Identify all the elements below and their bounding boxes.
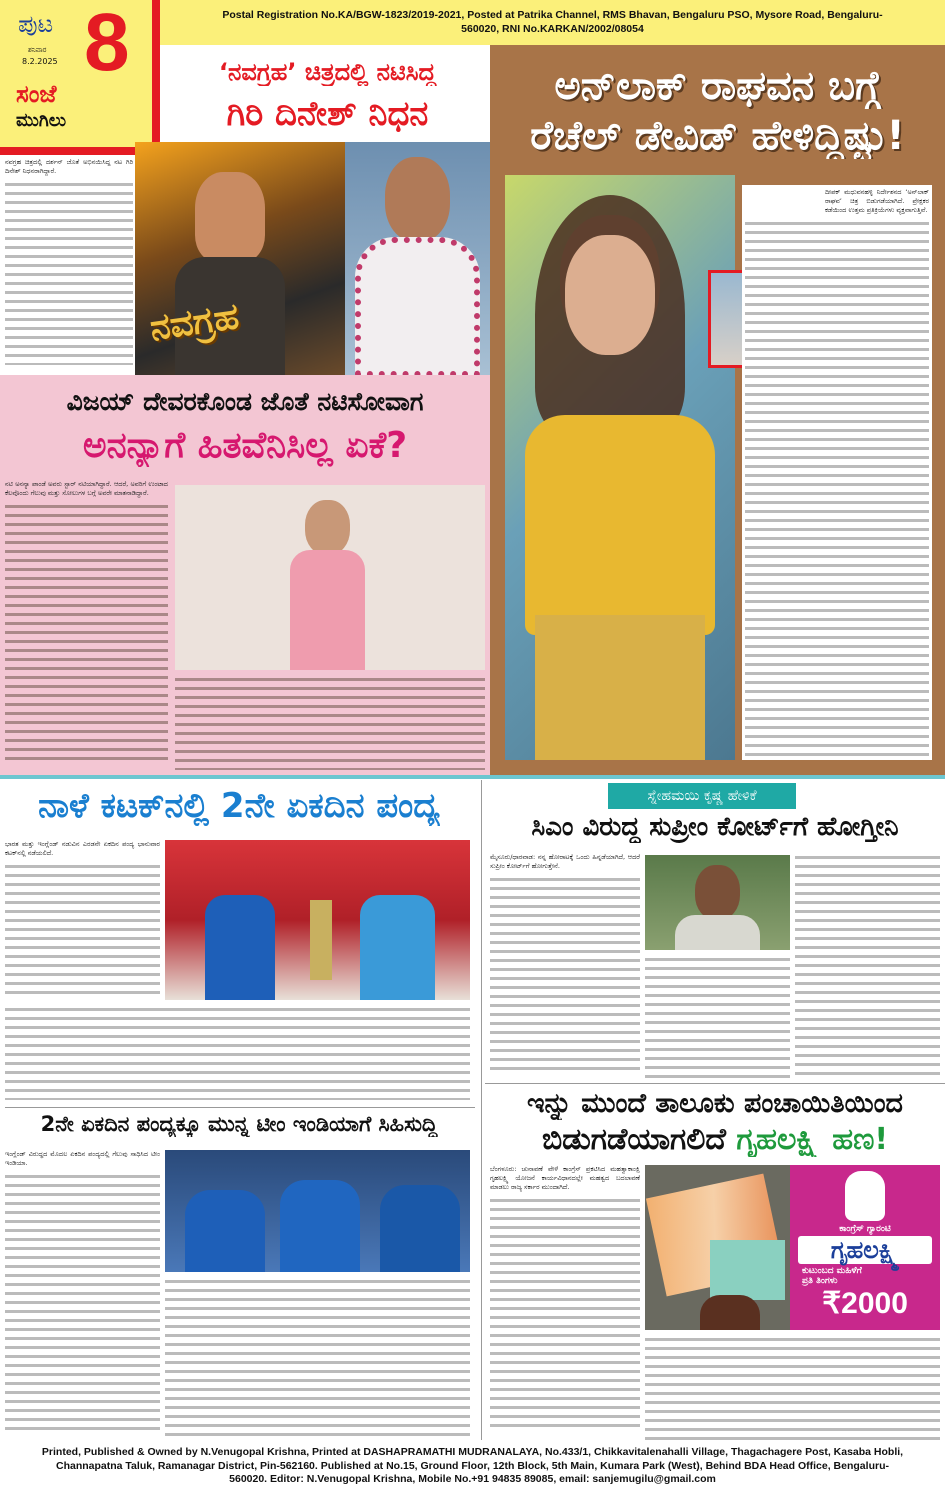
- snehamayi-columns-right: [795, 853, 940, 1078]
- ananya-headline-2: ಅನನ್ಯಾಗೆ ಹಿತವೆನಿಸಿಲ್ಲ ಏಕೆ?: [82, 425, 408, 466]
- snehamayi-krishna-photo: [645, 855, 790, 950]
- date: 8.2.2025: [22, 57, 58, 66]
- grihalakshmi-columns: [645, 1335, 940, 1440]
- ananya-photo: [175, 485, 485, 670]
- page-label: ಪುಟ: [18, 10, 54, 38]
- column-divider: [481, 780, 482, 1440]
- team-india-photo: [165, 1150, 470, 1272]
- postal-registration: Postal Registration No.KA/BGW-1823/2019-2021, Posted at Patrika Channel, RMS Bhavan, Bengaluru PSO, Mysore Road, Bengaluru- 560020, RNI No.KARKAN/2002/08054: [222, 9, 883, 35]
- snehamayi-columns: [645, 955, 790, 1078]
- giri-lead: ನವಗ್ರಹ ಚಿತ್ರದಲ್ಲಿ ದರ್ಶನ್ ಜೊತೆ ಅಭಿನಯಿಸಿದ್ದ ನಟ ಗಿರಿ ದಿನೇಶ್ ನಿಧನರಾಗಿದ್ದಾರೆ.: [5, 158, 133, 175]
- cricket2-lead: ಇಂಗ್ಲೆಂಡ್ ವಿರುದ್ಧದ ಮೊದಲ ಏಕದಿನ ಪಂದ್ಯದಲ್ಲಿ ಗೆಲುವು ಸಾಧಿಸಿದ ಟೀಂ ಇಂಡಿಯಾ.: [5, 1150, 160, 1167]
- snehamayi-text: [490, 853, 640, 1078]
- page-number: 8: [84, 0, 130, 88]
- footer-text: Printed, Published & Owned by N.Venugopal Krishna, Printed at DASHAPRAMATHI MUDRANALAYA, No.433/1, Chikkavitalenahalli Village, Thagachagere Post, Kasaba Hobli, Channapatna Taluk, Ramanagar District, Pin-562160. Published at No.15, Ground Floor, 12th Block, 5th Main, Kumara Park (West), Behind BDA Head Office, Bengaluru-560020. Editor: N.Venugopal Krishna, Mobile No.+91 94835 89085, email: sanjemugilu@gmail.com: [41, 1446, 904, 1485]
- paper-name-1: ಸಂಜೆ: [16, 80, 57, 108]
- giri-headline-1: ‘ನವಗ್ರಹ’ ಚಿತ್ರದಲ್ಲಿ ನಟಿಸಿದ್ದ: [218, 58, 437, 86]
- poster-title: ನವಗ್ರಹ: [147, 296, 242, 350]
- giri-text: [5, 158, 133, 373]
- grihalakshmi-headline-1: ಇನ್ನು ಮುಂದೆ ತಾಲೂಕು ಪಂಚಾಯಿತಿಯಿಂದ: [527, 1088, 903, 1119]
- postal-strip: [160, 0, 945, 45]
- ad-line-1: ಕುಟುಂಬದ ಮಹಿಳೆಗೆ: [802, 1266, 862, 1276]
- cricket2-columns: [165, 1277, 470, 1437]
- ananya-headline-1: ವಿಜಯ್ ದೇವರಕೊಂಡ ಜೊತೆ ನಟಿಸೋವಾಗ: [66, 387, 424, 416]
- ad-title: ಗೃಹಲಕ್ಷ್ಮಿ: [798, 1236, 932, 1264]
- grihalakshmi-text: [490, 1165, 640, 1440]
- rachel-text: [742, 185, 932, 760]
- cricket1-headline: ನಾಳೆ ಕಟಕ್‌ನಲ್ಲಿ 2ನೇ ಏಕದಿನ ಪಂದ್ಯ: [38, 786, 440, 826]
- ad-tag: ಕಾಂಗ್ರೆಸ್ ಗ್ಯಾರಂಟಿ: [839, 1224, 891, 1234]
- snehamayi-lead: ಮೈಸೂರು/ಧಾರವಾಡ: ನನ್ನ ಹೋರಾಟಕ್ಕೆ ಒಂದು ಹಿನ್ನಡೆಯಾಗಿದೆ, ಆದರೆ ಸುಪ್ರೀಂ ಕೋರ್ಟ್‌ಗೆ ಹೋಗುತ್ತೇನೆ.: [490, 853, 640, 870]
- masthead: [0, 0, 160, 155]
- giri-headline-2: ಗಿರಿ ದಿನೇಶ್ ನಿಧನ: [226, 94, 429, 134]
- section-divider: [0, 775, 945, 779]
- currency-notes-photo: [645, 1165, 790, 1330]
- ananya-text: [5, 480, 168, 770]
- rachel-lead: ದೀಪಕ್ ಮಧುವನಹಳ್ಳಿ ನಿರ್ದೇಶನದ ‘ಅನ್‌ಲಾಕ್ ರಾಘವ’ ಚಿತ್ರ ಬಿಡುಗಡೆಯಾಗಿದೆ. ಪ್ರೇಕ್ಷಕರ ಕಡೆಯಿಂದ ಉತ್ತಮ ಪ್ರತಿಕ್ರಿಯೆಗಳು ವ್ಯಕ್ತವಾಗುತ್ತಿವೆ.: [825, 188, 929, 214]
- rachel-photo: [505, 175, 735, 760]
- paper-name-2: ಮುಗಿಲು: [16, 110, 67, 131]
- footer-imprint: [40, 1446, 905, 1487]
- grihalakshmi-headline-2b: ಗೃಹಲಕ್ಷ್ಮಿ ಹಣ!: [736, 1122, 889, 1157]
- day: ಶನಿವಾರ: [28, 46, 47, 54]
- rachel-section: [490, 45, 945, 775]
- navagraha-poster: [135, 142, 345, 375]
- ananya-section: [0, 375, 490, 775]
- hand-symbol-icon: [845, 1171, 885, 1221]
- cricket1-lead: ಭಾರತ ಮತ್ತು ಇಂಗ್ಲೆಂಡ್ ನಡುವಿನ ಎರಡನೇ ಏಕದಿನ ಪಂದ್ಯ ಭಾನುವಾರ ಕಟಕ್‌ನಲ್ಲಿ ನಡೆಯಲಿದೆ.: [5, 840, 160, 857]
- grihalakshmi-headline-2a: ಬಿಡುಗಡೆಯಾಗಲಿದೆ: [541, 1122, 726, 1157]
- ananya-lead: ನಟಿ ಅನನ್ಯಾ ಪಾಂಡೆ ಅವರು ಸ್ಟಾರ್ ನಟಿಯಾಗಿದ್ದಾರೆ. ಆದರೆ, ಅವರಿಗೆ ಉಂಟಾದ ಕೆಲವೊಂದು ಗೆಲುವು ಮತ್ತು ಸೋಲುಗಳ ಬಗ್ಗೆ ಅವರೇ ಮಾತನಾಡಿದ್ದಾರೆ.: [5, 480, 168, 497]
- cricket1-columns: [5, 1005, 470, 1100]
- ad-amount: ₹2000: [822, 1287, 908, 1320]
- giri-dinesh-photo: [345, 142, 490, 375]
- snehamayi-headline: ಸಿಎಂ ವಿರುದ್ಧ ಸುಪ್ರೀಂ ಕೋರ್ಟ್‌ಗೆ ಹೋಗ್ತೀನಿ: [531, 812, 899, 842]
- grihalakshmi-lead: ಬೆಂಗಳೂರು: ಚುನಾವಣೆ ವೇಳೆ ಕಾಂಗ್ರೆಸ್ ಪ್ರಕಟಿಸಿದ ಮಹತ್ವಾಕಾಂಕ್ಷಿ ಗೃಹಲಕ್ಷ್ಮಿ ಯೋಜನೆ ಕಾರ್ಯವಿಧಾನದಲ್ಲೇ ಮಹತ್ವದ ಬದಲಾವಣೆ ಮಾಡಲು ರಾಜ್ಯ ಸರ್ಕಾರ ಮುಂದಾಗಿದೆ.: [490, 1165, 640, 1191]
- rachel-headline-2: ರೆಚೆಲ್ ಡೇವಿಡ್ ಹೇಳಿದ್ದಿಷ್ಟು!: [530, 113, 905, 159]
- cricket2-headline: 2ನೇ ಏಕದಿನ ಪಂದ್ಯಕ್ಕೂ ಮುನ್ನ ಟೀಂ ಇಂಡಿಯಾಗೆ ಸಿಹಿಸುದ್ದಿ: [40, 1112, 438, 1136]
- ananya-columns: [175, 675, 485, 770]
- rachel-headline-1: ಅನ್‌ಲಾಕ್ ರಾಘವನ ಬಗ್ಗೆ: [554, 63, 881, 109]
- cricket1-text: [5, 840, 160, 1000]
- cricket2-text: [5, 1150, 160, 1440]
- ad-line-2: ಪ್ರತಿ ತಿಂಗಳು: [802, 1276, 838, 1286]
- snehamayi-tag: ಸ್ನೇಹಮಯಿ ಕೃಷ್ಣ ಹೇಳಿಕೆ: [608, 783, 796, 809]
- grihalakshmi-ad: [790, 1165, 940, 1330]
- cricket-trophy-photo: [165, 840, 470, 1000]
- grihalakshmi-headline-2: [485, 1122, 945, 1157]
